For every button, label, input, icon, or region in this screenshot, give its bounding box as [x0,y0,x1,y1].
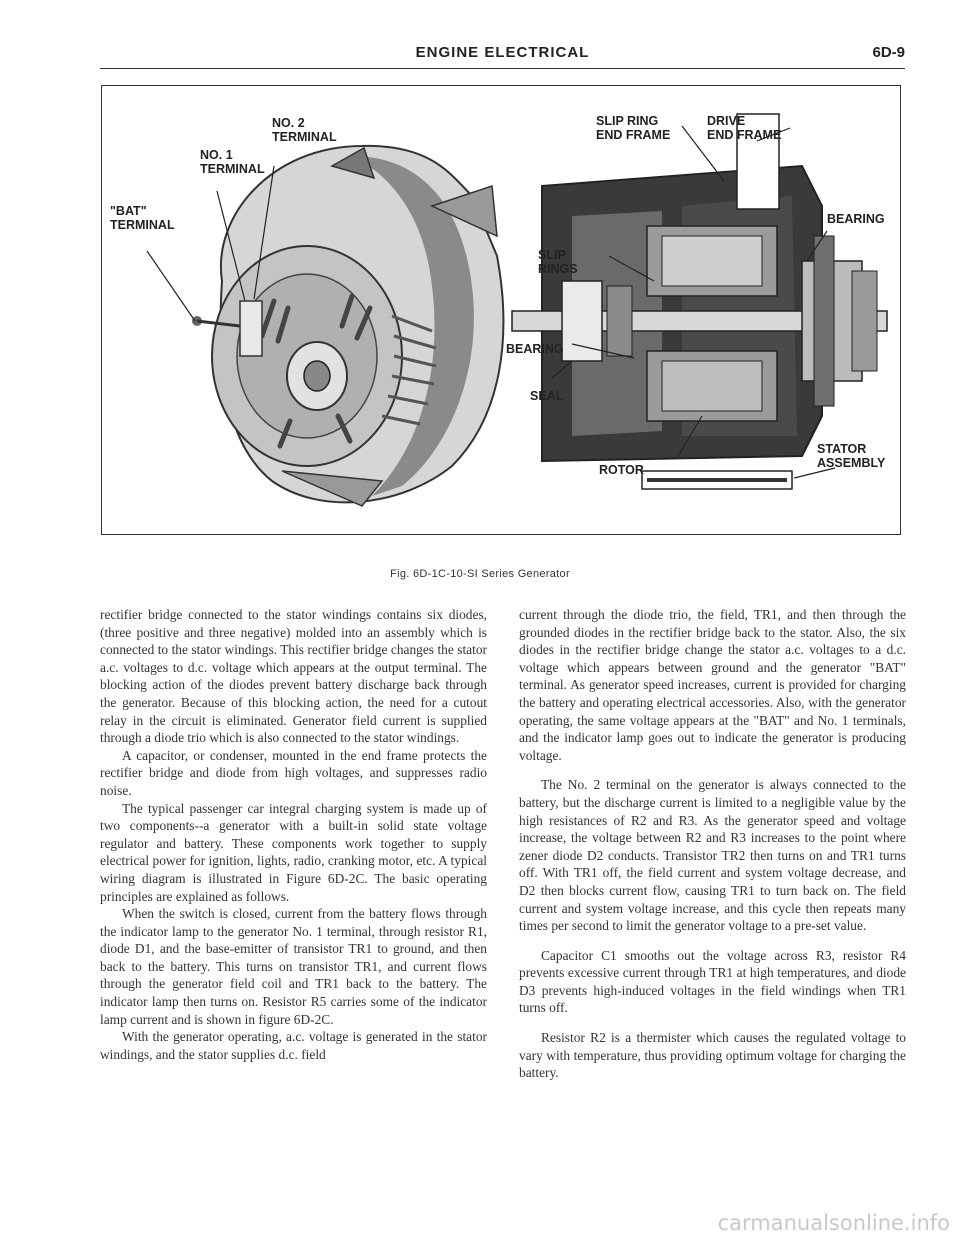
generator-exterior-drawing [147,146,503,506]
page-number: 6D-9 [872,44,905,61]
watermark: carmanualsonline.info [717,1211,950,1235]
page-header [100,44,905,69]
paragraph: A capacitor, or condenser, mounted in the end frame protects the rectifier bridge and diode from high voltages, and suppresses radio noise. [100,747,487,798]
label-rotor: ROTOR [599,463,644,477]
figure-caption: Fig. 6D-1C-10-SI Series Generator [390,568,570,580]
label-bat-terminal: "BAT" TERMINAL [110,204,175,232]
label-bearing-right: BEARING [827,212,885,226]
label-stator-assembly: STATOR ASSEMBLY [817,442,886,470]
label-bearing-left: BEARING [506,342,564,356]
label-drive-end-frame: DRIVE END FRAME [707,114,782,142]
paragraph: When the switch is closed, current from the battery flows through the indicator lamp to the generator No. 1 terminal, through resistor R1, diode D1, and the base-emitter of transistor TR1 to ground, and then back to the battery. This turns on transistor TR1, and current flows through the generator field coil and TR1 back to the battery. The indicator lamp then turns on. Resistor R5 carries some of the indicator lamp current and is shown in figure 6D-2C. [100,906,487,1027]
paragraph: rectifier bridge connected to the stator windings contains six diodes, (three positive and three negative) molded into an assembly which is connected to the stator windings. This rectifier bridge changes the stator a.c. voltages to d.c. voltage which appears at the output terminal. The blocking action of the diodes prevent battery discharge back through the generator. Because of this blocking action, the need for a cutout relay in the circuit is eliminated. Generator field current is supplied through a diode trio which is also connected to the stator windings. [100,607,487,746]
label-seal: SEAL [530,389,564,403]
label-no2-terminal: NO. 2 TERMINAL [272,116,337,144]
generator-figure [101,85,901,535]
page-title: ENGINE ELECTRICAL [415,44,590,61]
paragraph: current through the diode trio, the field, TR1, and then through the grounded diodes in the rectifier bridge back to the stator. Also, the six diodes in the rectifier bridge change the stator a.c. voltages to a d.c. voltage which appears between ground and the generator "BAT" terminal. As generator speed increases, current is provided for charging the battery and operating electrical accessories. Also, with the generator operating, the same voltage appears at the "BAT" and No. 1 terminals, and the indicator lamp goes out to indicate the generator is producing voltage. [519,607,906,763]
label-slip-rings: SLIP RINGS [538,248,578,276]
generator-cutaway-drawing [512,114,887,489]
right-column [519,606,906,1082]
paragraph: The typical passenger car integral charging system is made up of two components--a generator with a built-in solid state voltage regulator and battery. These components work together to supply electrical power for ignition, lights, radio, cranking motor, etc. A typical wiring diagram is illustrated in Figure 6D-2C. The basic operating principles are explained as follows. [100,800,487,904]
label-no1-terminal: NO. 1 TERMINAL [200,148,265,176]
paragraph: The No. 2 terminal on the generator is always connected to the battery, but the discharge current is limited to a negligible value by the high resistances of R2 and R3. As the generator speed and voltage increase, the voltage between R2 and R3 increases to the point where zener diode D2 conducts. Transistor TR2 then turns on and TR1 turns off. With TR1 off, the field current and system voltage decrease, and D2 then blocks current flow, causing TR1 to turn back on. The field current and system voltage increase, and this cycle then repeats many times per second to limit the generator voltage to a pre-set value. [519,777,906,934]
paragraph: Capacitor C1 smooths out the voltage across R3, resistor R4 prevents excessive current through TR1 at high temperatures, and diode D3 prevents high-induced voltages in the field windings when TR1 turns off. [519,947,906,1016]
left-column [100,606,487,1063]
paragraph: Resistor R2 is a thermister which causes the regulated voltage to vary with temperature, thus providing optimum voltage for charging the battery. [519,1030,906,1081]
label-slip-ring-end-frame: SLIP RING END FRAME [596,114,671,142]
paragraph: With the generator operating, a.c. voltage is generated in the stator windings, and the stator supplies d.c. field [100,1029,487,1062]
